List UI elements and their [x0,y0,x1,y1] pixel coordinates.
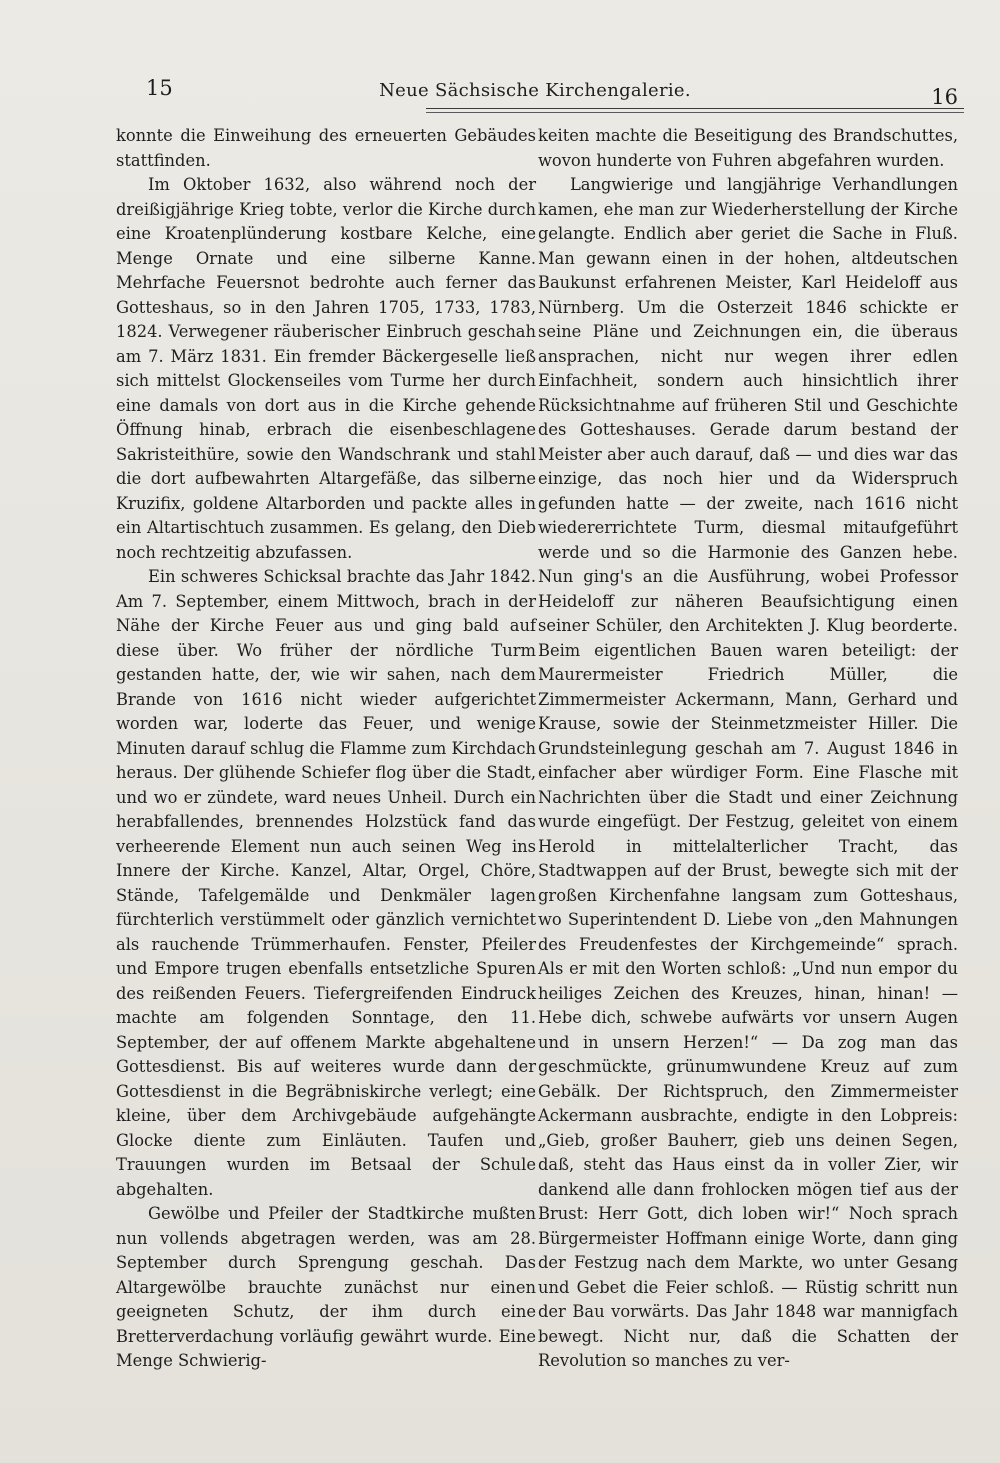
right-text-column [538,124,958,1374]
running-title: Neue Sächsische Kirchengalerie. [379,80,691,101]
paragraph: konnte die Einweihung des erneuerten Gebäudes stattfinden. [116,126,536,170]
paragraph: Langwierige und langjährige Verhandlungen kamen, ehe man zur Wiederherstellung der Kirche gelangte. Endlich aber geriet die Sache in Fluß. Man gewann einen in der hohen, altdeutschen Baukunst erfahrenen Meister, Karl Heideloff aus Nürnberg. Um die Osterzeit 1846 schickte er seine Pläne und Zeichnungen ein, die überaus ansprachen, nicht nur wegen ihrer edlen Einfachheit, sondern auch hinsichtlich ihrer Rücksichtnahme auf früheren Stil und Geschichte des Gotteshauses. Gerade darum bestand der Meister aber auch darauf, daß — und dies war das einzige, das noch hier und da Widerspruch gefunden hatte — der zweite, nach 1616 nicht wiedererrichtete Turm, diesmal mitaufgeführt werde und so die Harmonie des Ganzen hebe. Nun ging's an die Ausführung, wobei Professor Heideloff zur näheren Beaufsichtigung einen seiner Schüler, den Architekten J. Klug beorderte. Beim eigentlichen Bauen waren beteiligt: der Maurermeister Friedrich Müller, die Zimmermeister Ackermann, Mann, Gerhard und Krause, sowie der Steinmetzmeister Hiller. Die Grundsteinlegung geschah am 7. August 1846 in einfacher aber würdiger Form. Eine Flasche mit Nachrichten über die Stadt und einer Zeichnung wurde eingefügt. Der Festzug, geleitet von einem Herold in mittelalterlicher Tracht, das Stadtwappen auf der Brust, bewegte sich mit der großen Kirchenfahne langsam zum Gotteshaus, wo Superintendent D. Liebe von „den Mahnungen des Freudenfestes der Kirchgemeinde“ sprach. Als er mit den Worten schloß: „Und nun empor du heiliges Zeichen des Kreuzes, hinan, hinan! — Hebe dich, schwebe aufwärts vor unsern Augen und in unsern Herzen!“ — Da zog man das geschmückte, grünumwundene Kreuz auf zum Gebälk. Der Richtspruch, den Zimmermeister Ackermann ausbrachte, endigte in den Lobpreis: „Gieb, großer Bauherr, gieb uns deinen Segen, daß, steht das Haus einst da in voller Zier, wir dankend alle dann frohlocken mögen tief aus der Brust: Herr Gott, dich loben wir!“ Noch sprach Bürgermeister Hoffmann einige Worte, dann ging der Festzug nach dem Markte, wo unter Gesang und Gebet die Feier schloß. — Rüstig schritt nun der Bau vorwärts. Das Jahr 1848 war mannigfach bewegt. Nicht nur, daß die Schatten der Revolution so manches zu ver- [538,175,958,1370]
paragraph: Ein schweres Schicksal brachte das Jahr 1842. Am 7. September, einem Mittwoch, brach in der Nähe der Kirche Feuer aus und ging bald auf diese über. Wo früher der nördliche Turm gestanden hatte, der, wie wir sahen, nach dem Brande von 1616 nicht wieder aufgerichtet worden war, loderte das Feuer, und wenige Minuten darauf schlug die Flamme zum Kirchdach heraus. Der glühende Schiefer flog über die Stadt, und wo er zündete, ward neues Unheil. Durch ein herabfallendes, brennendes Holzstück fand das verheerende Element nun auch seinen Weg ins Innere der Kirche. Kanzel, Altar, Orgel, Chöre, Stände, Tafelgemälde und Denkmäler lagen fürchterlich verstümmelt oder gänzlich vernichtet als rauchende Trümmerhaufen. Fenster, Pfeiler und Empore trugen ebenfalls entsetzliche Spuren des reißenden Feuers. Tiefergreifenden Eindruck machte am folgenden Sonntage, den 11. September, der auf offenem Markte abgehaltene Gottesdienst. Bis auf weiteres wurde dann der Gottesdienst in die Begräbniskirche verlegt; eine kleine, über dem Archivgebäude aufgehängte Glocke diente zum Einläuten. Taufen und Trauungen wurden im Betsaal der Schule abgehalten. [116,567,536,1199]
page-number-left: 15 [146,76,173,100]
paragraph: keiten machte die Beseitigung des Brandschuttes, wovon hunderte von Fuhren abgefahren wurden. [538,126,958,170]
paragraph: Im Oktober 1632, also während noch der dreißigjährige Krieg tobte, verlor die Kirche durch eine Kroatenplünderung kostbare Kelche, eine Menge Ornate und eine silberne Kanne. Mehrfache Feuersnot bedrohte auch ferner das Gotteshaus, so in den Jahren 1705, 1733, 1783, 1824. Verwegener räuberischer Einbruch geschah am 7. März 1831. Ein fremder Bäckergeselle ließ sich mittelst Glockenseiles vom Turme her durch eine damals von dort aus in die Kirche gehende Öffnung hinab, erbrach die eisenbeschlagene Sakristeithüre, sowie den Wandschrank und stahl die dort aufbewahrten Altargefäße, das silberne Kruzifix, goldene Altarborden und packte alles in ein Altartischtuch zusammen. Es gelang, den Dieb noch rechtzeitig abzufassen. [116,175,536,562]
page-header [110,74,960,108]
paragraph: Gewölbe und Pfeiler der Stadtkirche mußten nun vollends abgetragen werden, was am 28. September durch Sprengung geschah. Das Altargewölbe brauchte zunächst nur einen geeigneten Schutz, der ihm durch eine Bretterverdachung vorläufig gewährt wurde. Eine Menge Schwierig- [116,1204,536,1370]
left-text-column [116,124,536,1374]
header-rule [426,108,964,113]
page-number-right: 16 [931,85,958,109]
